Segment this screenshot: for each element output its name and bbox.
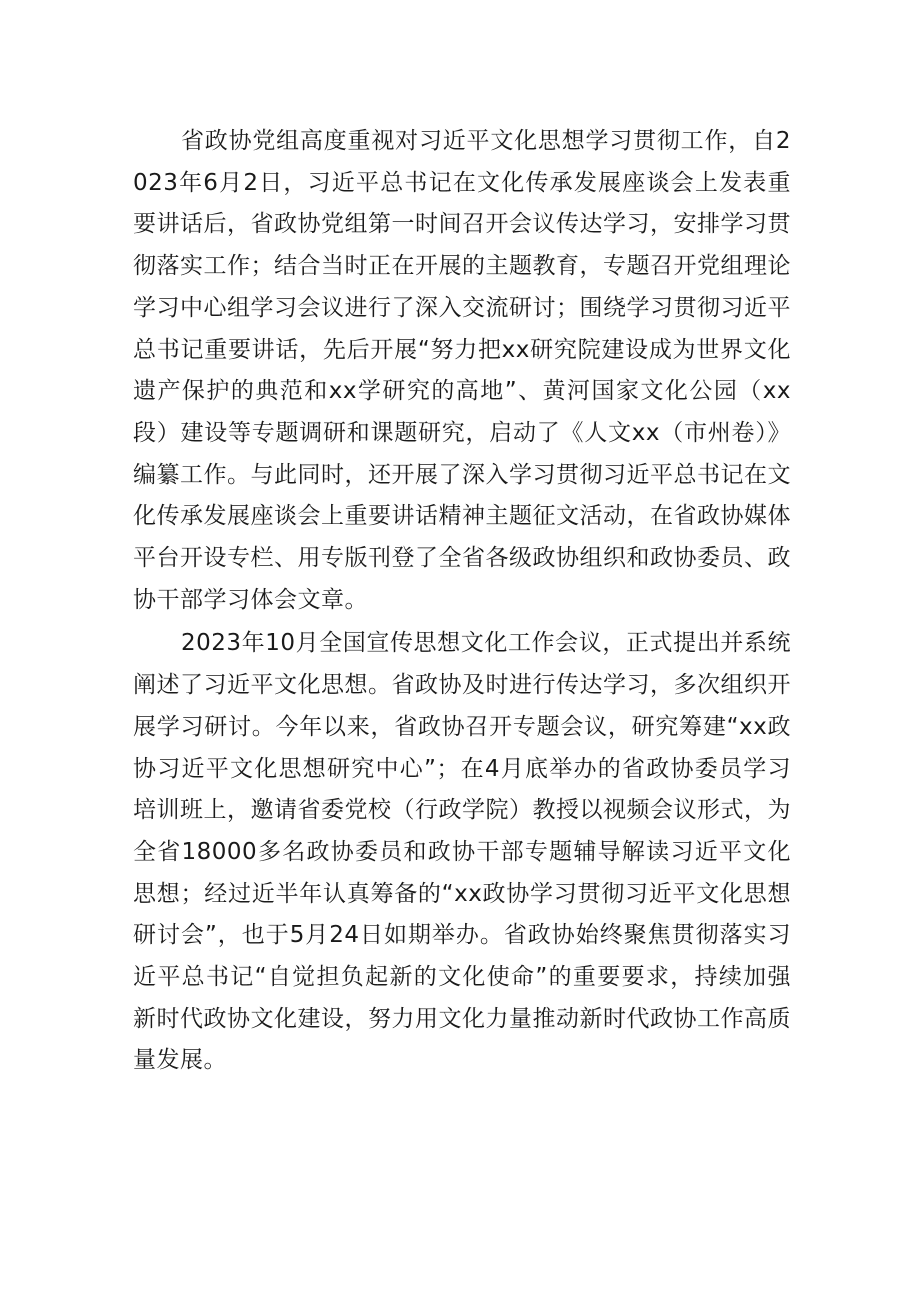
paragraph-2: 2023年10月全国宣传思想文化工作会议，正式提出并系统阐述了习近平文化思想。省政协及时进行传达学习，多次组织开展学习研讨。今年以来，省政协召开专题会议，研究筹建“xx政协习近平文化思想研究中心”；在4月底举办的省政协委员学习培训班上，邀请省委党校（行政学院）教授以视频会议形式，为全省18000多名政协委员和政协干部专题辅导解读习近平文化思想；经过近半年认真筹备的“xx政协学习贯彻习近平文化思想研讨会”，也于5月24日如期举办。省政协始终聚焦贯彻落实习近平总书记“自觉担负起新的文化使命”的重要要求，持续加强新时代政协文化建设，努力用文化力量推动新时代政协工作高质量发展。	[133, 630, 791, 1074]
paragraph-1: 省政协党组高度重视对习近平文化思想学习贯彻工作，自2023年6月2日，习近平总书记在文化传承发展座谈会上发表重要讲话后，省政协党组第一时间召开会议传达学习，安排学习贯彻落实工作；结合当时正在开展的主题教育，专题召开党组理论学习中心组学习会议进行了深入交流研讨；围绕学习贯彻习近平总书记重要讲话，先后开展“努力把xx研究院建设成为世界文化遗产保护的典范和xx学研究的高地”、黄河国家文化公园（xx段）建设等专题调研和课题研究，启动了《人文xx（市州卷）》编纂工作。与此同时，还开展了深入学习贯彻习近平总书记在文化传承发展座谈会上重要讲话精神主题征文活动，在省政协媒体平台开设专栏、用专版刊登了全省各级政协组织和政协委员、政协干部学习体会文章。	[133, 128, 791, 613]
document-body	[133, 121, 791, 1084]
